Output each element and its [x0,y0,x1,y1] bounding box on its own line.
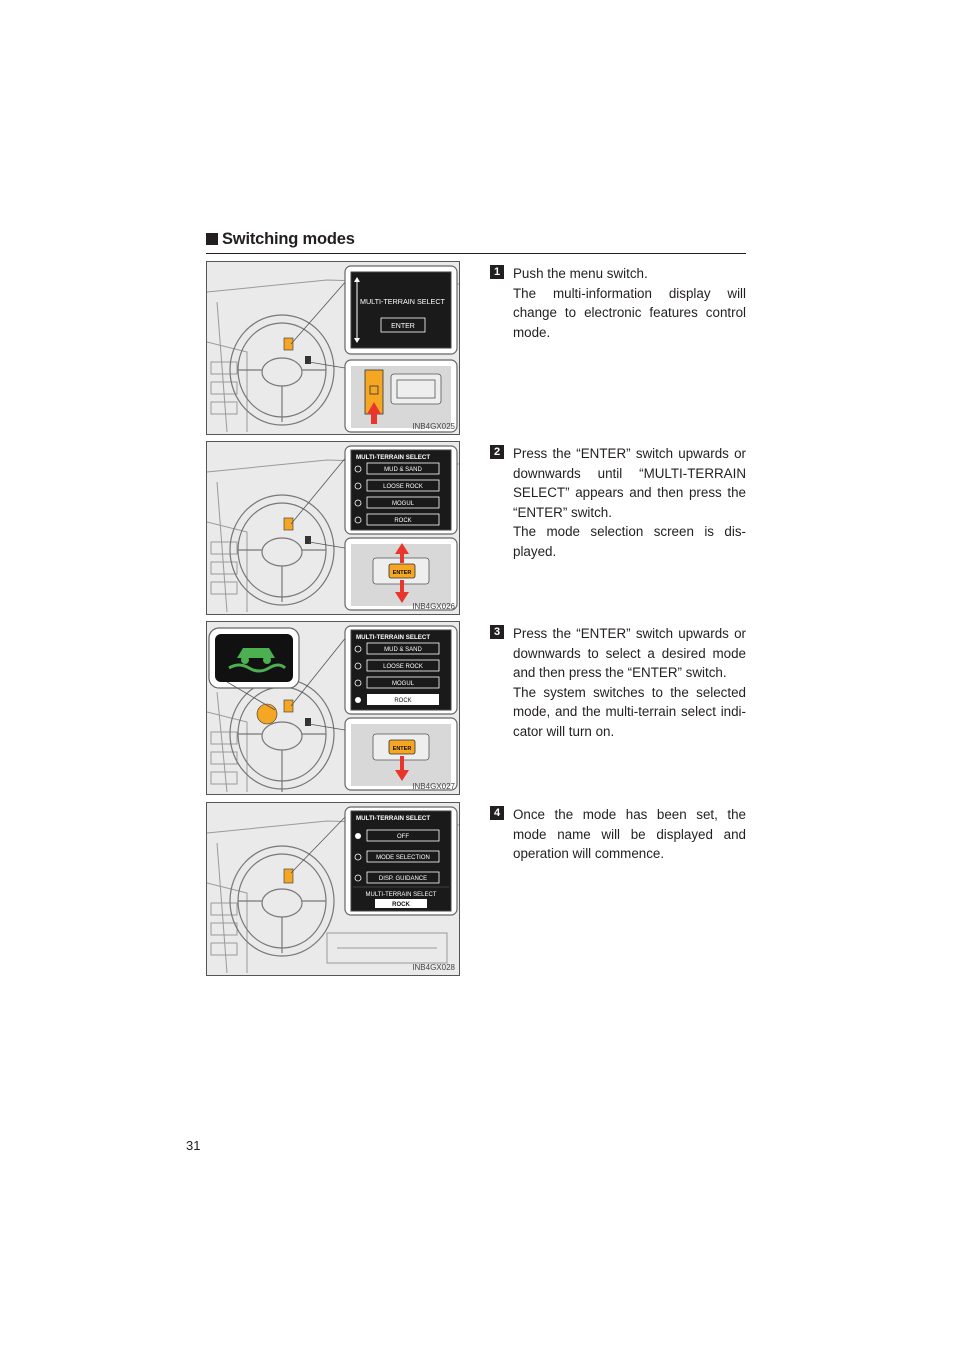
mode-option-selected: ROCK [394,698,412,704]
step-1 [490,264,746,342]
footer-value: ROCK [392,902,410,908]
figure-step-2 [206,441,460,615]
figure-code: INB4GX028 [412,963,455,972]
enter-switch-label: ENTER [392,570,412,576]
illustration-mode-select [207,622,460,795]
heading-divider [206,253,746,254]
figure-step-1 [206,261,460,435]
footer-label: MULTI-TERRAIN SELECT [365,892,437,898]
mode-option: MUD & SAND [384,467,422,473]
mode-option: ROCK [394,518,412,524]
illustration-menu-switch [207,262,460,435]
step-instruction: Push the menu switch. [513,266,648,281]
section-heading [206,230,746,249]
menu-option: MODE SELECTION [376,855,430,861]
step-instruction: Press the “ENTER” switch upwards or downwards until “MULTI-TERRAIN SELECT” appears and then press the “ENTER” switch. [513,446,746,520]
square-bullet-icon [206,233,218,245]
step-number-badge: 1 [490,265,504,279]
figure-code: INB4GX026 [412,602,455,611]
menu-option: DISP. GUIDANCE [378,876,428,882]
mode-option: LOOSE ROCK [383,484,423,490]
illustration-mode-set [207,803,460,976]
display-title: MULTI-TERRAIN SELECT [360,297,445,306]
step-detail: The mode selection screen is dis-played. [513,524,746,559]
figure-code: INB4GX025 [412,422,455,431]
mode-option: MOGUL [391,681,415,687]
step-number-badge: 2 [490,445,504,459]
mode-option: LOOSE ROCK [383,664,423,670]
enter-switch-label: ENTER [392,746,412,752]
step-instruction: Press the “ENTER” switch upwards or downwards to select a desired mode and then press the “ENTER” switch. [513,626,746,680]
illustration-mode-list [207,442,460,615]
mode-option: MOGUL [391,501,415,507]
display-title: MULTI-TERRAIN SELECT [356,454,431,461]
display-enter-button: ENTER [391,323,415,330]
figure-code: INB4GX027 [412,782,455,791]
section-title: Switching modes [222,230,355,248]
step-instruction: Once the mode has been set, the mode name will be displayed and operation will commence. [513,807,746,861]
display-title: MULTI-TERRAIN SELECT [356,815,431,822]
page-number: 31 [186,1138,201,1153]
mode-option: MUD & SAND [384,647,422,653]
step-3 [490,624,746,741]
figure-step-4 [206,802,460,976]
step-detail: The multi-information display will change to electronic features control mode. [513,285,746,340]
step-4 [490,805,746,864]
step-2 [490,444,746,561]
step-number-badge: 3 [490,625,504,639]
step-number-badge: 4 [490,806,504,820]
display-title: MULTI-TERRAIN SELECT [356,634,431,641]
figure-step-3 [206,621,460,795]
menu-option: OFF [397,834,409,840]
step-detail: The system switches to the selected mode, and the multi-terrain select indi-cator will turn on. [513,684,746,739]
